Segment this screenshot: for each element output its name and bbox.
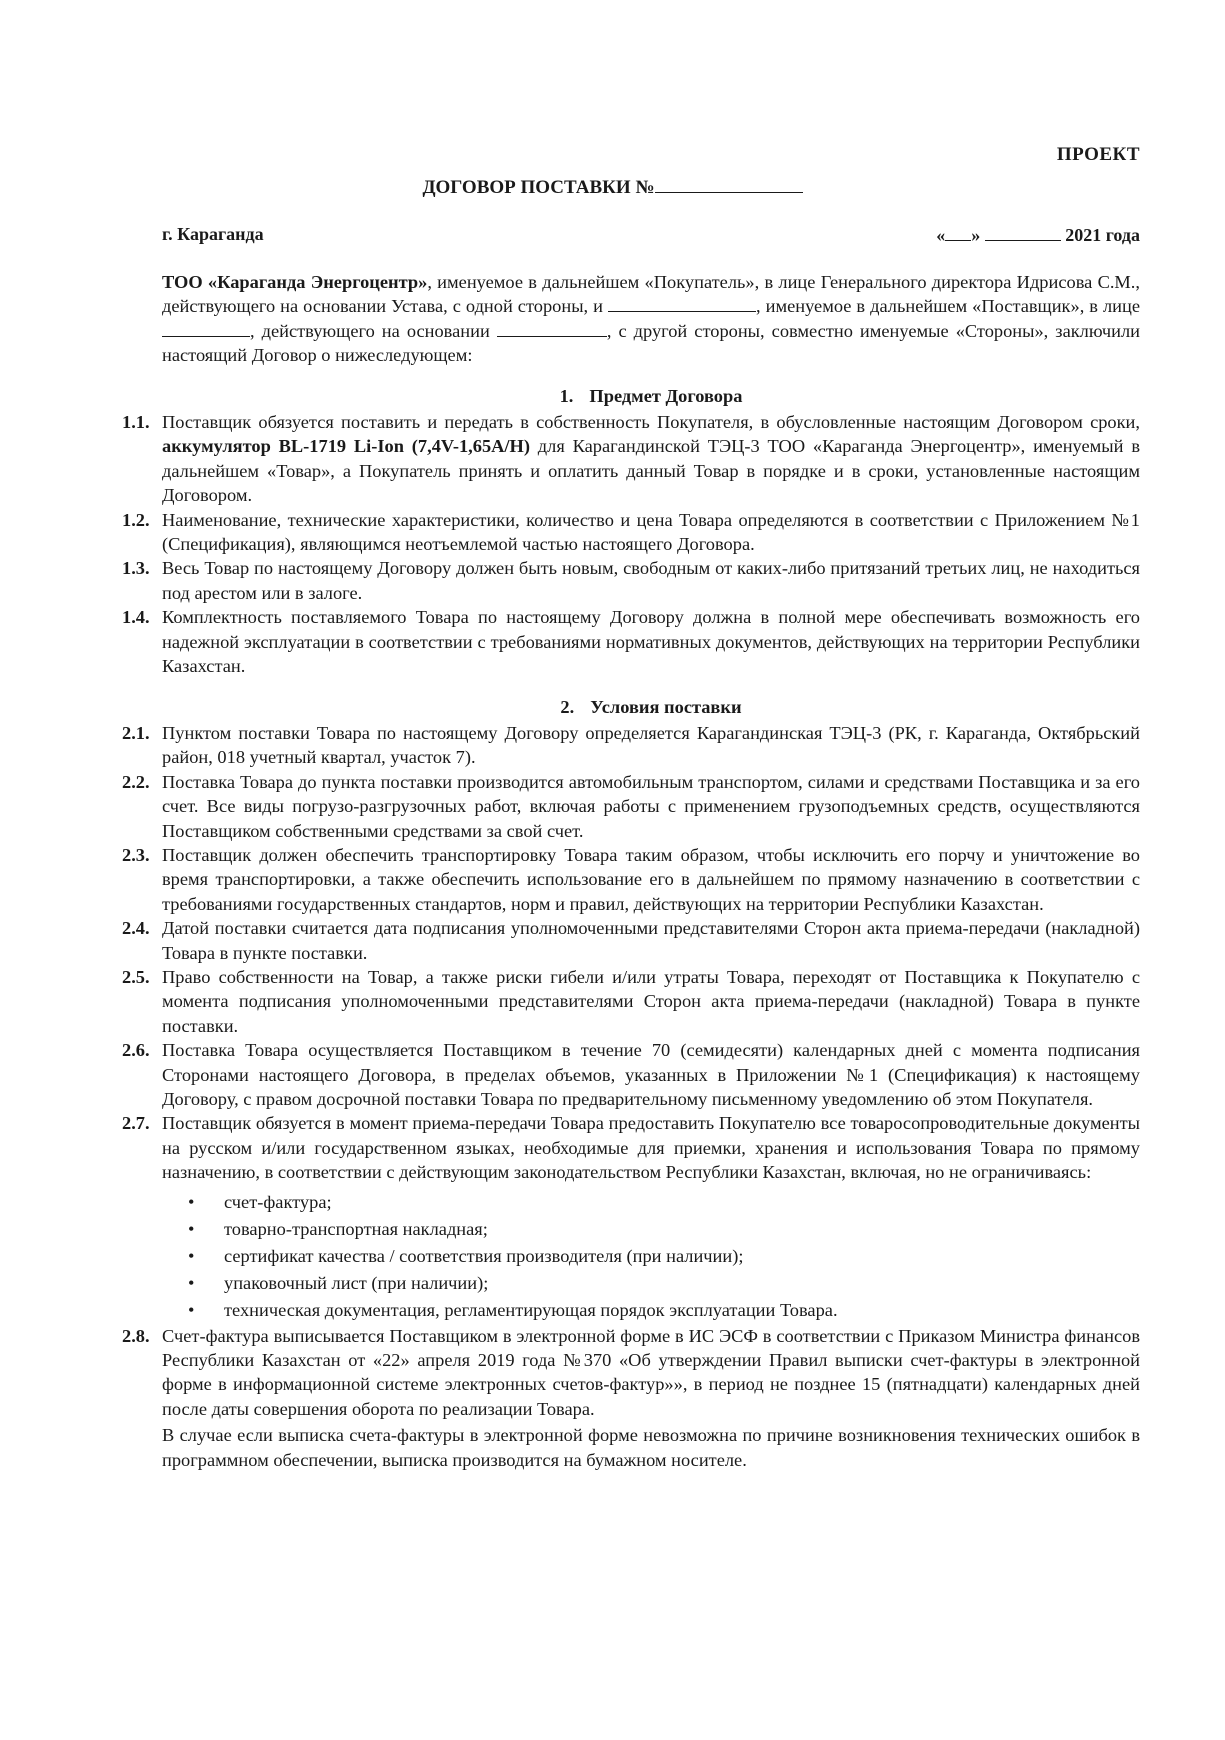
clause-text: Весь Товар по настоящему Договору должен быть новым, свободным от каких-либо притязаний третьих лиц, не находиться под арестом или в залоге. [162, 558, 1140, 603]
product-name: аккумулятор BL-1719 Li-Ion (7,4V-1,65A/H) [162, 436, 530, 457]
date-year: 2021 года [1065, 225, 1140, 245]
clause-number: 2.7. [122, 1113, 150, 1134]
contract-date [936, 224, 1140, 246]
contract-body [122, 270, 1141, 1472]
bullet-icon: • [188, 1272, 195, 1293]
clause-text: Поставка Товара осуществляется Поставщиком в течение 70 (семидесяти) календарных дней с момента подписания Сторонами настоящего Договора, в пределах объемов, указанных в Приложении №1 (Спецификация) к настоящему Договору, с правом досрочной поставки Товара по предварительному письменному уведомлению об этом Покупателя. [162, 1040, 1140, 1109]
bullet-icon: • [188, 1191, 195, 1212]
preamble-text-4: , с другой стороны, совместно именуемые «Стороны», заключили настоящий Договор о нижеследующем: [162, 320, 1140, 366]
list-item: • счет-фактура; [188, 1189, 1140, 1216]
clause-1-2 [122, 508, 1140, 557]
clause-text: Комплектность поставляемого Товара по настоящему Договору должна в полной мере обеспечивать возможность его надежной эксплуатации в соответствии с требованиями нормативных документов, действующих на территории Республики Казахстан. [162, 607, 1140, 677]
month-blank [985, 224, 1061, 241]
clause-2-7 [122, 1111, 1140, 1323]
section-2-number: 2. [560, 696, 575, 717]
clause-text: Счет-фактура выписывается Поставщиком в электронной форме в ИС ЭСФ в соответствии с Приказом Министра финансов Республики Казахстан от «22» апреля 2019 года №370 «Об утверждении Правил выписки счет-фактуры в электронной форме в информационной системе электронных счетов-фактур»», в период не позднее 15 (пятнадцати) календарных дней после даты совершения оборота по реализации Товара. [162, 1325, 1140, 1419]
clause-text: для Карагандинской ТЭЦ-3 ТОО «Караганда Энергоцентр», именуемый в дальнейшем «Товар», а Покупатель принять и оплатить данный Товар в порядке и в сроки, установленные настоящим Договором. [162, 436, 1141, 506]
contract-number-blank [655, 174, 803, 193]
day-blank [945, 224, 971, 241]
bullet-icon: • [188, 1299, 195, 1320]
clause-text: Поставщик обязуется поставить и передать в собственность Покупателя, в обусловленные настоящим Договором сроки, [162, 412, 1140, 433]
list-item: • техническая документация, регламентирующая порядок эксплуатации Товара. [188, 1297, 1140, 1324]
date-close-quote: » [971, 225, 981, 245]
clause-1-3 [122, 556, 1140, 605]
clause-number: 2.3. [122, 844, 150, 865]
supplier-rep-blank [162, 320, 250, 337]
clause-1-4 [122, 605, 1140, 678]
clause-number: 1.4. [122, 607, 150, 628]
supplier-name-blank [608, 295, 756, 312]
section-1-title: Предмет Договора [589, 385, 743, 406]
supplier-basis-blank [497, 320, 607, 337]
contract-city: г. Караганда [162, 224, 264, 244]
clause-text: Поставка Товара до пункта поставки производится автомобильным транспортом, силами и средствами Поставщика и за его счет. Все виды погрузо-разгрузочных работ, включая работы с применением грузоподъемных средств, осуществляются Поставщиком собственными средствами за свой счет. [162, 771, 1140, 841]
contract-title [0, 174, 1225, 199]
clause-2-5 [122, 965, 1140, 1038]
clause-text: Наименование, технические характеристики, количество и цена Товара определяются в соответствии с Приложением №1 (Спецификация), являющимся неотъемлемой частью настоящего Договора. [162, 509, 1140, 555]
documents-list [162, 1189, 1140, 1324]
list-item: • сертификат качества / соответствия производителя (при наличии); [188, 1243, 1140, 1270]
section-2-title: Условия поставки [590, 696, 742, 717]
clause-number: 2.1. [122, 722, 150, 743]
date-open-quote: « [936, 225, 946, 245]
bullet-icon: • [188, 1218, 195, 1239]
clause-number: 2.6. [122, 1040, 150, 1061]
clause-2-1 [122, 721, 1140, 770]
preamble-text-3: , действующего на основании [250, 320, 497, 341]
clause-1-1 [122, 410, 1140, 508]
contract-title-text: ДОГОВОР ПОСТАВКИ № [422, 177, 655, 198]
clause-number: 1.2. [122, 509, 150, 530]
clause-text: Поставщик должен обеспечить транспортировку Товара таким образом, чтобы исключить его порчу и уничтожение во время транспортировки, а также обеспечить использование его в дальнейшем по прямому назначению в соответствии с требованиями государственных стандартов, норм и правил, действующих на территории Республики Казахстан. [162, 844, 1140, 914]
clause-number: 2.4. [122, 918, 150, 939]
buyer-name: ТОО «Караганда Энергоцентр» [162, 272, 428, 292]
clause-number: 1.3. [122, 558, 150, 579]
clause-2-4 [122, 916, 1140, 965]
clause-number: 2.2. [122, 771, 150, 792]
clause-number: 2.8. [122, 1325, 150, 1346]
clause-text: Пунктом поставки Товара по настоящему Договору определяется Карагандинская ТЭЦ-3 (РК, г. Караганда, Октябрьский район, 018 учетный квартал, участок 7). [162, 722, 1140, 768]
preamble [162, 270, 1140, 368]
draft-label: ПРОЕКТ [1056, 144, 1140, 165]
clause-number: 1.1. [122, 412, 150, 433]
section-1-number: 1. [559, 385, 574, 406]
list-item: • товарно-транспортная накладная; [188, 1216, 1140, 1243]
clause-text-continued: В случае если выписка счета-фактуры в электронной форме невозможна по причине возникновения технических ошибок в программном обеспечении, выписка производится на бумажном носителе. [162, 1425, 1140, 1470]
section-2-heading [162, 695, 1140, 719]
preamble-text-1: , именуемое в дальнейшем «Покупатель», в лице Генерального директора Идрисова С.М., действующего на основании Устава, с одной стороны, и [162, 272, 1140, 317]
clause-text: Право собственности на Товар, а также риски гибели и/или утраты Товара, переходят от Поставщика к Покупателю с момента подписания уполномоченными представителями Сторон акта приема-передачи (накладной) Товара в пункте поставки. [162, 966, 1140, 1036]
clause-2-6 [122, 1038, 1140, 1111]
preamble-text-2: , именуемое в дальнейшем «Поставщик», в лице [756, 296, 1140, 317]
clause-2-2 [122, 770, 1140, 843]
clause-number: 2.5. [122, 966, 150, 987]
bullet-icon: • [188, 1245, 195, 1266]
clause-text: Поставщик обязуется в момент приема-передачи Товара предоставить Покупателю все товаросопроводительные документы на русском и/или государственном языках, необходимые для приемки, хранения и использования Товара по прямому назначению, в соответствии с действующим законодательством Республики Казахстан, включая, но не ограничиваясь: [162, 1113, 1140, 1183]
clause-2-3 [122, 843, 1140, 916]
list-item: • упаковочный лист (при наличии); [188, 1270, 1140, 1297]
section-1-heading [162, 384, 1140, 408]
clause-2-8 [122, 1324, 1140, 1472]
clause-text: Датой поставки считается дата подписания уполномоченными представителями Сторон акта приема-передачи (накладной) Товара в пункте поставки. [162, 918, 1140, 963]
